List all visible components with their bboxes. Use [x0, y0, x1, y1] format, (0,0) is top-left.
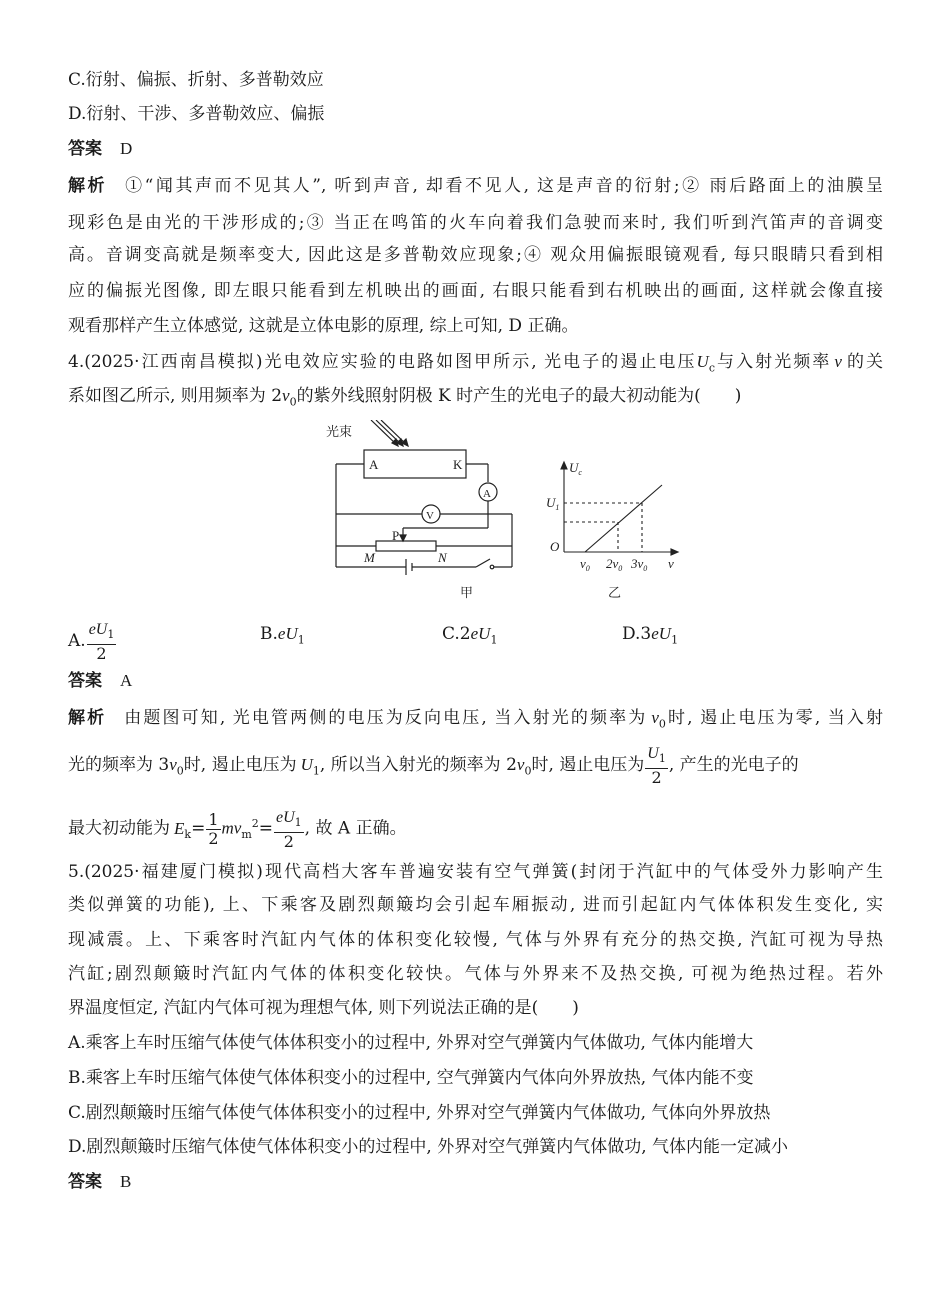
- question-5-stem-line1: 5.(2025·福建厦门模拟)现代高档大客车普遍安装有空气弹簧(封闭于汽缸中的气体受外力影响产生: [68, 862, 883, 882]
- y-axis-label: $U_c$: [569, 460, 582, 477]
- option-b-q5: B.乘客上车时压缩气体使气体体积变小的过程中, 空气弹簧内气体向外界放热, 气体内能不变: [68, 1068, 754, 1088]
- anode-label: A: [369, 457, 379, 472]
- figure-yi-caption: 乙: [608, 586, 622, 601]
- explanation-q4-line1: 解析 由题图可知, 光电管两侧的电压为反向电压, 当入射光的频率为 $\nu_0$时, 遏止电压为零, 当入射: [68, 708, 883, 731]
- option-d-q4: $D.3eU_1$: [622, 624, 679, 647]
- explanation-q4-line3: 最大初动能为 $E_k=$ $\frac{1}{2}$ $mv_m^2=$ $\frac{eU_1}{2}$ , 故 A 正确。: [68, 808, 407, 851]
- explanation-q4-line2: 光的频率为 $3\nu_0$时, 遏止电压为 $U_1$, 所以当入射光的频率为 $2\nu_0$时, 遏止电压为 $\frac{U_1}{2}$ , 产生的光电子的: [68, 744, 799, 788]
- phototube: [364, 450, 466, 478]
- origin-label: O: [550, 539, 560, 554]
- answer-value: D: [120, 139, 133, 158]
- question-5-stem-line4: 汽缸;剧烈颠簸时汽缸内气体的体积变化较快。气体与外界来不及热交换, 可视为绝热过程。若外: [68, 964, 883, 984]
- nu0-tick-label: $\nu_0$: [580, 556, 590, 573]
- u1-label: $U_1$: [546, 495, 560, 512]
- explanation-q3-line5: 观看那样产生立体感觉, 这就是立体电影的原理, 综上可知, D 正确。: [68, 316, 579, 336]
- explanation-q3-line1: [68, 174, 883, 198]
- explanation-text: ①“闻其声而不见其人”, 听到声音, 却看不见人, 这是声音的衍射;② 雨后路面上的油膜呈: [125, 176, 884, 196]
- light-beam-arrows: [371, 420, 408, 446]
- u1-half-fraction: $\frac{U_1}{2}$: [647, 744, 666, 788]
- figure-svg: [326, 420, 686, 605]
- question-4-stem-line2: 系如图乙所示, 则用频率为 $2\nu_0$的紫外线照射阴极 K 时产生的光电子的最大初动能为( ): [68, 386, 742, 409]
- half-fraction: $\frac{1}{2}$: [208, 809, 219, 848]
- x-axis-label: ν: [668, 556, 674, 571]
- option-d-q5: D.剧烈颠簸时压缩气体使气体体积变小的过程中, 外界对空气弹簧内气体做功, 气体内能一定减小: [68, 1137, 789, 1157]
- option-c-q5: C.剧烈颠簸时压缩气体使气体体积变小的过程中, 外界对空气弹簧内气体做功, 气体向外界放热: [68, 1103, 771, 1123]
- option-a-q5: A.乘客上车时压缩气体使气体体积变小的过程中, 外界对空气弹簧内气体做功, 气体内能增大: [68, 1033, 754, 1053]
- switch-icon: [476, 559, 490, 567]
- explanation-q3-line3: 高。音调变高就是频率变大, 因此这是多普勒效应现象;④ 观众用偏振眼镜观看, 每只眼睛只看到相: [68, 245, 883, 265]
- question-5-stem-line3: 现减震。上、下乘客时汽缸内气体的体积变化较慢, 气体与外界有充分的热交换, 汽缸可视为导热: [68, 930, 883, 950]
- eu1-half-fraction: $\frac{eU_1}{2}$: [276, 808, 302, 851]
- light-beam-label: 光束: [326, 425, 353, 440]
- ammeter-label: A: [483, 488, 491, 500]
- explanation-label: 解析: [68, 176, 108, 196]
- cathode-label: K: [453, 457, 463, 472]
- figure-jia-caption: 甲: [460, 586, 474, 601]
- question-5-stem-line5: 界温度恒定, 汽缸内气体可视为理想气体, 则下列说法正确的是( ): [68, 998, 579, 1018]
- option-d-q3: D.衍射、干涉、多普勒效应、偏振: [68, 104, 325, 124]
- option-c-q3: C.衍射、偏振、折射、多普勒效应: [68, 70, 324, 90]
- question-5-stem-line2: 类似弹簧的功能), 上、下乘客及剧烈颠簸均会引起车厢振动, 进而引起缸内气体体积发生变化, 实: [68, 895, 883, 915]
- three-nu0-tick-label: $3\nu_0$: [631, 556, 648, 573]
- question-4-stem-line1: 4.(2025·江西南昌模拟)光电效应实验的电路如图甲所示, 光电子的遏止电压$U_c$与入射光频率 ν 的关: [68, 352, 884, 375]
- answer-q5: 答案 B: [68, 1172, 132, 1192]
- explanation-q3-line2: 现彩色是由光的干涉形成的;③ 当正在鸣笛的火车向着我们急驶而来时, 我们听到汽笛声的音调变: [68, 213, 883, 233]
- explanation-q3-line4: 应的偏振光图像, 即左眼只能看到左机映出的画面, 右眼只能看到右机映出的画面, 这样就会像直接: [68, 281, 883, 301]
- two-nu0-tick-label: $2\nu_0$: [606, 556, 623, 573]
- rheostat-m-label: M: [364, 550, 375, 565]
- rheostat-icon: [376, 541, 436, 551]
- question-4-figure: [326, 420, 686, 605]
- uc-vs-nu-line: [585, 485, 662, 552]
- option-a-q4: A. $\frac{eU_1}{2}$: [68, 621, 115, 664]
- answer-q4: 答案 A: [68, 671, 133, 691]
- voltmeter-label: V: [426, 510, 434, 522]
- slider-p-label: P: [392, 528, 400, 543]
- option-c-q4: $C.2eU_1$: [442, 624, 498, 647]
- answer-q3: [68, 137, 132, 161]
- option-a-fraction: $\frac{eU_1}{2}$: [88, 621, 115, 664]
- answer-label: 答案: [68, 139, 102, 159]
- option-b-q4: $B.eU_1$: [260, 624, 305, 647]
- rheostat-n-label: N: [438, 550, 447, 565]
